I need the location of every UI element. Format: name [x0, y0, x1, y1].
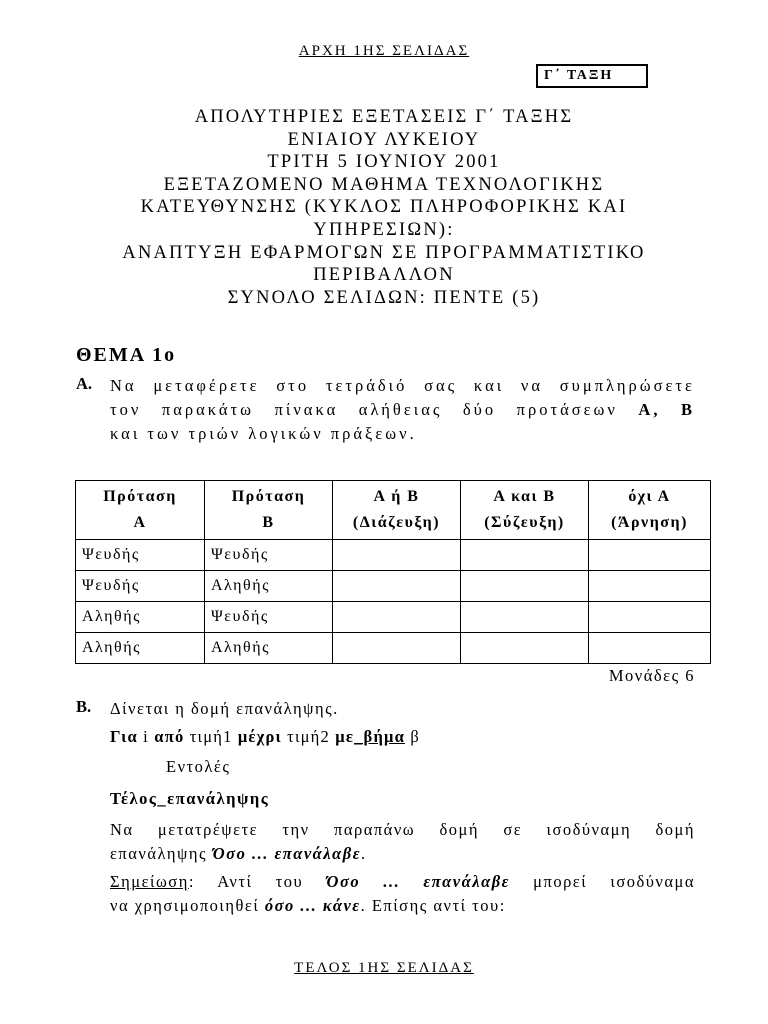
loop-end-line: Τέλος_επανάληψης — [110, 789, 270, 808]
header-line: (Διάζευξη) — [352, 514, 441, 531]
table-row — [76, 633, 711, 664]
question-a-line — [110, 398, 695, 422]
table-row — [76, 540, 711, 571]
page-start-header — [0, 43, 768, 60]
title-line: ΥΠΗΡΕΣΙΩΝ): — [313, 219, 455, 240]
header-line: Πρόταση — [231, 488, 306, 505]
instruction-line: Να μετατρέψετε την παραπάνω δομή σε ισοδύναμη δομή — [110, 820, 695, 839]
header-line: όχι Α — [628, 488, 671, 505]
note-paragraph — [110, 870, 695, 918]
truth-table — [75, 480, 711, 664]
header-line: (Σύζευξη) — [484, 514, 565, 531]
class-box: Γ΄ ΤΑΞΗ — [536, 64, 648, 88]
table-cell — [589, 602, 711, 633]
instruction-text: . — [360, 844, 367, 863]
keyword-to: μέχρι — [237, 727, 282, 746]
header-line: Β — [262, 514, 275, 531]
convert-instruction — [110, 818, 695, 866]
table-cell: Ψευδής — [76, 540, 205, 571]
note-text: να χρησιμοποιηθεί — [110, 896, 265, 915]
note-line — [110, 894, 695, 918]
section-title: ΘΕΜΑ 1ο — [76, 344, 177, 366]
table-cell: Αληθής — [76, 602, 205, 633]
note-text: μπορεί ισοδύναμα — [509, 872, 696, 891]
table-header-cell — [205, 481, 333, 540]
marks-text: Μονάδες 6 — [608, 666, 695, 685]
table-header-cell — [333, 481, 461, 540]
instruction-text: επανάληψης — [110, 844, 213, 863]
title-line: ΠΕΡΙΒΑΛΛΟΝ — [313, 265, 455, 286]
page-start-text: ΑΡΧΗ 1ΗΣ ΣΕΛΙΔΑΣ — [298, 43, 470, 59]
table-cell: Ψευδής — [76, 571, 205, 602]
table-cell — [333, 633, 461, 664]
loop-code-line — [110, 727, 420, 747]
table-cell — [333, 540, 461, 571]
page-end-text: ΤΕΛΟΣ 1ΗΣ ΣΕΛΙΔΑΣ — [294, 960, 474, 976]
table-cell — [461, 571, 589, 602]
title-line: ΣΥΝΟΛΟ ΣΕΛΙΔΩΝ: ΠΕΝΤΕ (5) — [227, 287, 541, 308]
truth-table-header-row — [76, 481, 711, 540]
table-cell: Ψευδής — [205, 602, 333, 633]
question-a-line: και των τριών λογικών πράξεων. — [110, 424, 417, 443]
question-a-line2-text: τον παρακάτω πίνακα αλήθειας δύο προτάσεων — [110, 400, 639, 419]
while-do-keyword: όσο ... κάνε — [264, 896, 361, 915]
table-cell — [589, 540, 711, 571]
code-text: β — [405, 727, 420, 746]
note-text: . Επίσης αντί του: — [360, 896, 506, 915]
title-line: ΑΝΑΠΤΥΞΗ ΕΦΑΡΜΟΓΩΝ ΣΕ ΠΡΟΓΡΑΜΜΑΤΙΣΤΙΚΟ — [122, 242, 646, 263]
table-cell — [333, 571, 461, 602]
table-cell: Αληθής — [205, 571, 333, 602]
table-cell — [589, 571, 711, 602]
question-a-line: Να μεταφέρετε στο τετράδιό σας και να συμπληρώσετε — [110, 376, 695, 395]
title-line: ΑΠΟΛΥΤΗΡΙΕΣ ΕΞΕΤΑΣΕΙΣ Γ΄ ΤΑΞΗΣ — [194, 107, 574, 127]
keyword-step: με — [335, 727, 355, 746]
table-cell — [461, 540, 589, 571]
keyword-step-suffix: _βήμα — [354, 727, 405, 746]
table-cell — [333, 602, 461, 633]
code-text: i — [137, 727, 155, 746]
note-label: Σημείωση — [110, 872, 189, 891]
question-b-intro: Δίνεται η δομή επανάληψης. — [110, 699, 339, 718]
keyword-from: από — [154, 727, 185, 746]
while-loop-keyword: Όσο ... επανάλαβε — [212, 844, 361, 863]
table-header-cell — [589, 481, 711, 540]
header-line: (Άρνηση) — [611, 514, 688, 531]
page-end-footer — [0, 960, 768, 977]
title-line: ΕΝΙΑΙΟΥ ΛΥΚΕΙΟΥ — [287, 129, 481, 150]
table-header-cell — [461, 481, 589, 540]
instruction-line — [110, 842, 695, 866]
table-header-cell — [76, 481, 205, 540]
header-line: Α — [133, 514, 147, 531]
question-a-propositions: Α, Β — [638, 400, 696, 419]
header-line: Α ή Β — [373, 488, 420, 505]
table-cell — [589, 633, 711, 664]
table-cell: Αληθής — [76, 633, 205, 664]
header-line: Α και Β — [493, 488, 556, 505]
question-a-text — [110, 374, 695, 446]
table-cell: Αληθής — [205, 633, 333, 664]
question-b-label: Β. — [76, 697, 92, 716]
keyword-for: Για — [110, 727, 138, 746]
question-a-label: Α. — [76, 374, 93, 393]
note-line — [110, 870, 695, 894]
header-line: Πρόταση — [103, 488, 177, 505]
loop-body-line: Εντολές — [166, 757, 231, 776]
code-text: τιμή2 — [281, 727, 336, 746]
title-line: ΕΞΕΤΑΖΟΜΕΝΟ ΜΑΘΗΜΑ ΤΕΧΝΟΛΟΓΙΚΗΣ — [163, 174, 605, 195]
while-loop-keyword: Όσο ... επανάλαβε — [326, 872, 510, 891]
table-cell: Ψευδής — [205, 540, 333, 571]
table-cell — [461, 602, 589, 633]
title-line: ΤΡΙΤΗ 5 ΙΟΥΝΙΟΥ 2001 — [267, 152, 501, 173]
table-cell — [461, 633, 589, 664]
title-line: ΚΑΤΕΥΘΥΝΣΗΣ (ΚΥΚΛΟΣ ΠΛΗΡΟΦΟΡΙΚΗΣ ΚΑΙ — [140, 197, 628, 218]
exam-title-block — [60, 106, 708, 309]
code-text: τιμή1 — [184, 727, 238, 746]
table-row — [76, 602, 711, 633]
table-row — [76, 571, 711, 602]
note-text: : Αντί του — [188, 872, 327, 891]
